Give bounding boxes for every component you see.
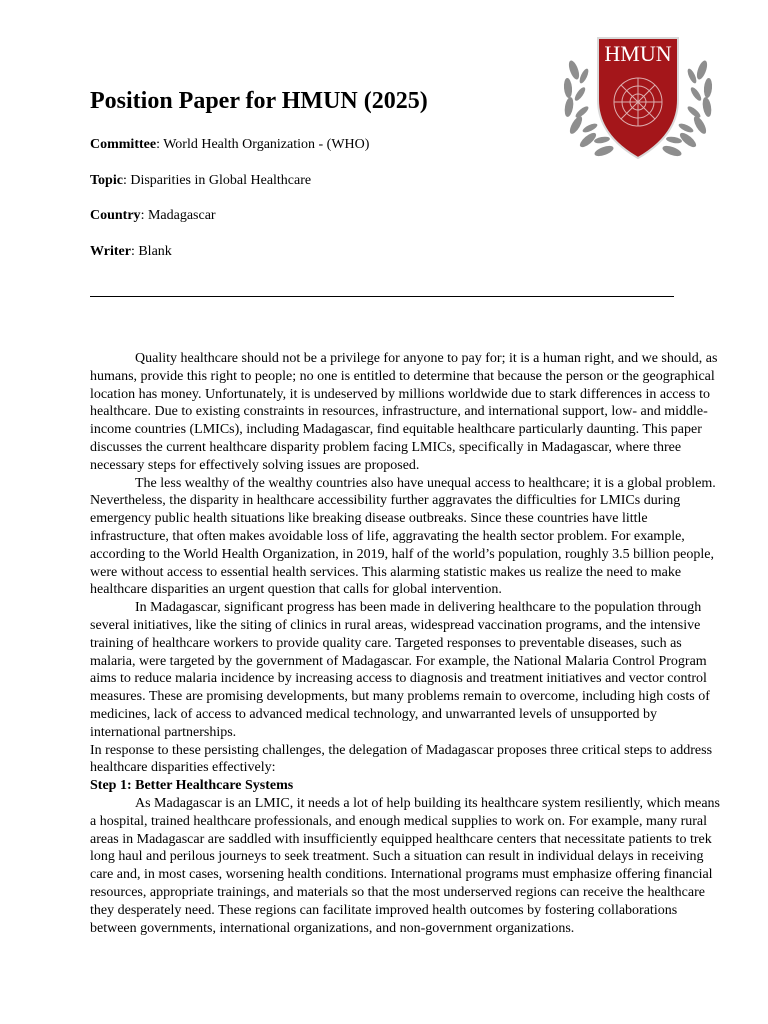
country-label: Country: [90, 208, 141, 223]
committee-value: : World Health Organization - (WHO): [156, 137, 370, 152]
committee-line: [90, 137, 369, 153]
paragraph-proposal-intro: In response to these persisting challenges, the delegation of Madagascar proposes three critical steps to address healthcare disparities effectively:: [90, 742, 713, 776]
paragraph-step-1: As Madagascar is an LMIC, it needs a lot of help building its healthcare system resiliently, which means a hospital, trained healthcare professionals, and enough medical supplies to work on. For example, many rural areas in Madagascar are saddled with insufficiently equipped healthcare centers that necessitate patients to trek long haul and perilous journeys to seek treatment. Such a situation can result in individual delays in receiving care and, in most cases, worsening health conditions. International programs must emphasize offering financial resources, appropriate trainings, and materials so that the most underserved regions can receive the healthcare they desperately need. These regions can facilitate improved health outcomes by fostering collaborations between governments, international organizations, and non-government organizations.: [90, 795, 721, 936]
country-value: : Madagascar: [140, 208, 216, 223]
shield-icon: [598, 38, 678, 158]
step-1-heading: Step 1: Better Healthcare Systems: [90, 778, 294, 794]
topic-line: [90, 173, 311, 189]
committee-label: Committee: [90, 137, 157, 152]
divider: [90, 296, 674, 297]
writer-value: : Blank: [130, 244, 172, 259]
hmun-logo: [560, 30, 716, 165]
body-text: [90, 350, 726, 937]
topic-label: Topic: [90, 173, 123, 188]
writer-line: [90, 244, 172, 260]
writer-label: Writer: [90, 244, 131, 259]
paragraph-intro: Quality healthcare should not be a privilege for anyone to pay for; it is a human right, and we should, as humans, provide this right to people; no one is entitled to determine that because the person or the geographical location has money. Unfortunately, it is undeserved by millions worldwide due to stark differences in access to healthcare. Due to existing constraints in resources, infrastructure, and international support, low- and middle-income countries (LMICs), including Madagascar, find equitable healthcare particularly daunting. This paper discusses the current healthcare disparity problem facing LMICs, specifically in Madagascar, where three necessary steps for effectively solving issues are proposed.: [90, 351, 718, 473]
logo-text: HMUN: [604, 41, 672, 66]
page-title: Position Paper for HMUN (2025): [90, 88, 428, 114]
topic-value: : Disparities in Global Healthcare: [122, 173, 312, 188]
paragraph-global-problem: The less wealthy of the wealthy countries also have unequal access to healthcare; it is a global problem. Nevertheless, the disparity in healthcare accessibility further aggravates the difficulties for LMICs during emergency public health situations like breaking disease outbreaks. Since these countries have little infrastructure, that often makes avoidable loss of life, aggravating the health sector problem. For example, according to the World Health Organization, in 2019, half of the world’s population, roughly 3.5 billion people, were without access to essential health services. This alarming statistic makes us realize the need to make healthcare disparities an urgent question that calls for global intervention.: [90, 475, 716, 598]
country-line: [90, 208, 216, 224]
paragraph-madagascar-progress: In Madagascar, significant progress has been made in delivering healthcare to the population through several initiatives, like the siting of clinics in rural areas, widespread vaccination programs, and the intensive training of healthcare workers to provide quality care. Targeted responses to preventable diseases, such as malaria, were targeted by the government of Madagascar. For example, the National Malaria Control Program aims to reduce malaria incidence by increasing access to diagnosis and treatment initiatives and vector control measures. These are promising developments, but many problems remain to overcome, including high costs of medicines, lack of access to advanced medical technology, and unwarranted levels of unsupported by international partnerships.: [90, 600, 710, 740]
